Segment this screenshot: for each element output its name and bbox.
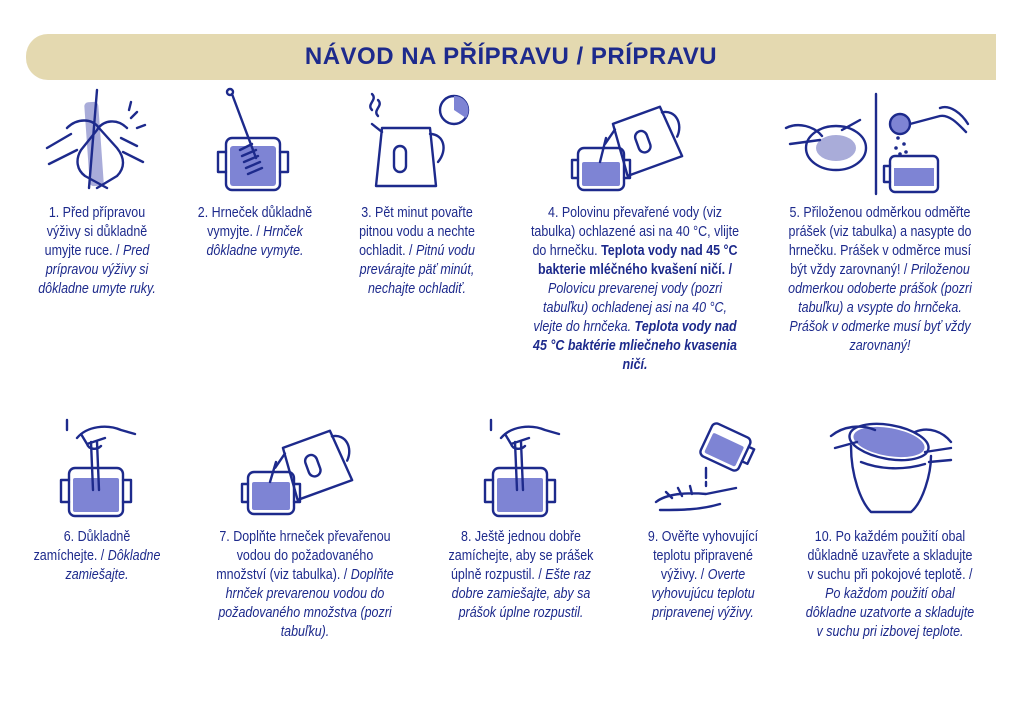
cup-brush-icon bbox=[200, 88, 310, 196]
kettle-timer-icon bbox=[362, 88, 472, 196]
measuring-scoop-icon bbox=[780, 88, 980, 196]
step-6-caption: 6. Důkladně zamíchejte. / Dôkladne zamiešajte. bbox=[33, 529, 161, 583]
page-title: NÁVOD NA PŘÍPRAVU / PRÍPRAVU bbox=[304, 43, 718, 70]
step-10-caption: 10. Po každém použití obal důkladně uzavřete a skladujte v suchu při pokojové teplotě. / Po každom použití obal dôkladne uzatvorte a skladujte v suchu pri izbovej teplote. bbox=[805, 529, 975, 640]
step-8-caption: 8. Ještě jednou dobře zamíchejte, aby se prášek úplně rozpustil. / Ešte raz dobre zamiešajte, aby sa prášok úplne rozpustil. bbox=[448, 529, 594, 621]
temperature-check-icon bbox=[648, 412, 758, 520]
step-6 bbox=[22, 412, 172, 585]
washing-hands-icon bbox=[37, 88, 157, 196]
step-7-caption: 7. Doplňte hrneček převařenou vodou do požadovaného množství (viz tabulka). / Doplňte hrnček prevarenou vodou do požadovaného množstva (pozri tabuľku). bbox=[216, 529, 394, 640]
step-3-caption: 3. Pět minut povařte pitnou vodu a nechte ochladit. / Pitnú vodu prevárajte päť minút, nechajte ochladiť. bbox=[359, 205, 475, 297]
step-5-caption: 5. Přiloženou odměrkou odměřte prášek (viz tabulka) a nasypte do hrnečku. Prášek v odměrce musí být vždy zarovnaný! / Priloženou odmerkou odoberte prášok (pozri tabuľku) a vsypte do hrnčeka. Prášok v odmerke musí byť vždy zarovnaný! bbox=[788, 205, 972, 354]
closing-lid-icon bbox=[815, 412, 965, 520]
stirring-cup-icon bbox=[47, 412, 147, 520]
step-9 bbox=[628, 412, 778, 623]
step-10 bbox=[790, 412, 990, 642]
step-9-caption: 9. Ověřte vyhovující teplotu připravené výživy. / Overte vyhovujúcu teplotu pripravenej výživy. bbox=[647, 529, 759, 621]
step-3 bbox=[342, 88, 492, 299]
pouring-kettle-icon bbox=[570, 88, 700, 196]
step-1-caption: 1. Před přípravou výživy si důkladně umyjte ruce. / Pred prípravou výživy si dôkladne umyte ruky. bbox=[38, 205, 156, 297]
step-1 bbox=[22, 88, 172, 299]
step-4-caption: 4. Polovinu převařené vody (viz tabulka) ochlazené asi na 40 °C, vlijte do hrnečku. Teplota vody nad 45 °C bakterie mléčného kvašení ničí. / Polovicu prevarenej vody (pozri tabuľku) ochladenej asi na 40 °C, vlejte do hrnčeka. Teplota vody nad 45 °C baktérie mliečneho kvasenia ničí. bbox=[530, 205, 740, 373]
step-8 bbox=[436, 412, 606, 623]
step-4 bbox=[510, 88, 760, 375]
step-2-caption: 2. Hrneček důkladně vymyjte. / Hrnček dôkladne vymyte. bbox=[197, 205, 313, 259]
step-7 bbox=[200, 412, 410, 642]
stirring-cup-icon bbox=[471, 412, 571, 520]
title-banner bbox=[26, 34, 996, 80]
step-5 bbox=[770, 88, 990, 356]
pouring-kettle-icon bbox=[240, 412, 370, 520]
step-2 bbox=[180, 88, 330, 261]
